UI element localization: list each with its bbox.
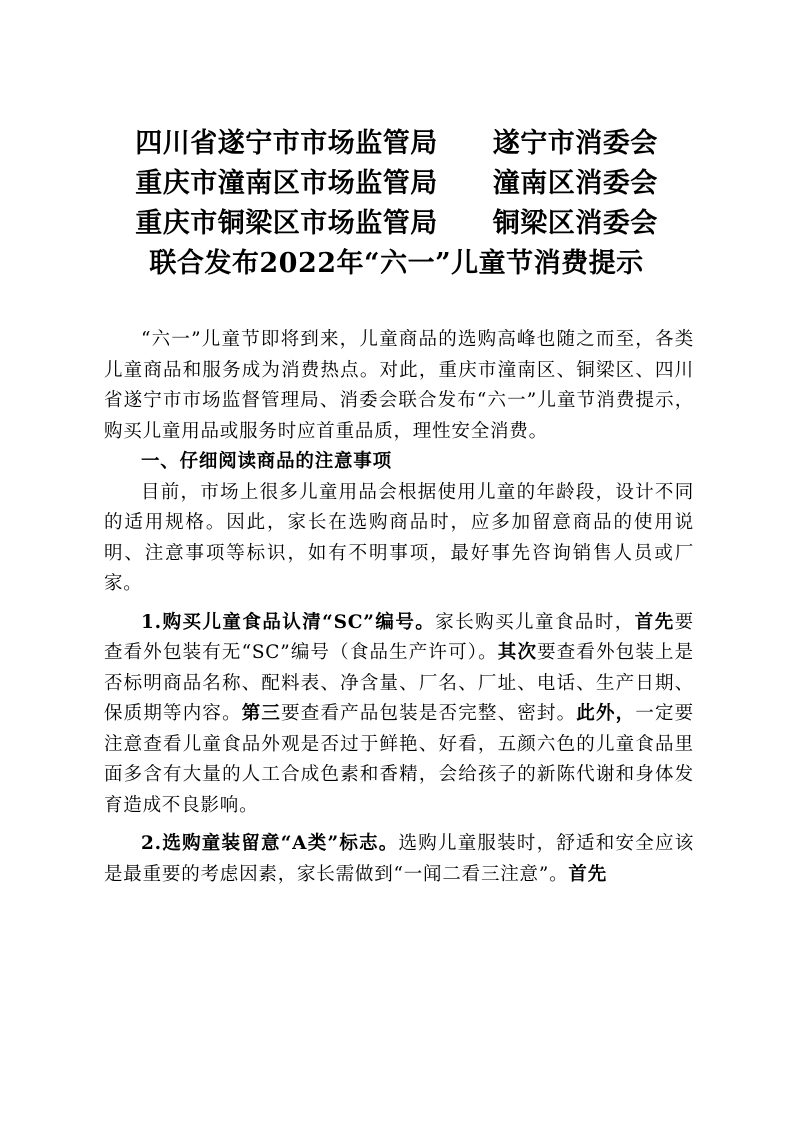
title-line-4: 联合发布2022年“六一”儿童节消费提示 xyxy=(149,248,644,279)
title-line-1-part-b: 遂宁市消委会 xyxy=(492,128,658,159)
section-1-paragraph: 目前，市场上很多儿童用品会根据使用儿童的年龄段，设计不同的适用规格。因此，家长在选购商品时，应多加留意商品的使用说明、注意事项等标识，如有不明事项，最好事先咨询销售人员或厂家。 xyxy=(104,481,694,594)
item-1-text-1: 家长购买儿童食品时， xyxy=(435,611,635,633)
title-line-3-part-a: 重庆市铜梁区市场监管局 xyxy=(135,208,438,239)
title-line-2-part-b: 潼南区消委会 xyxy=(492,168,658,199)
item-1-text-5: 一定要注意查看儿童食品外观是否过于鲜艳、好看，五颜六色的儿童食品里面多含有大量的人工合成色素和香精，会给孩子的新陈代谢和身体发育造成不良影响。 xyxy=(104,703,694,816)
title-line-2 xyxy=(60,164,733,204)
item-1-keyword-2: 其次 xyxy=(497,642,538,663)
title-line-3-part-b: 铜梁区消委会 xyxy=(492,208,658,239)
document-title xyxy=(60,124,733,284)
title-line-1 xyxy=(60,124,733,164)
item-1-keyword-4: 此外， xyxy=(576,703,636,724)
intro-paragraph: “六一”儿童节即将到来，儿童商品的选购高峰也随之而至，各类儿童商品和服务成为消费热点。对此，重庆市潼南区、铜梁区、四川省遂宁市市场监督管理局、消委会联合发布“六一”儿童节消费提示，购买儿童用品或服务时应首重品质，理性安全消费。 xyxy=(104,329,694,442)
title-line-2-part-a: 重庆市潼南区市场监管局 xyxy=(135,168,438,199)
section-1-heading: 一、仔细阅读商品的注意事项 xyxy=(141,451,392,472)
item-1-paragraph xyxy=(104,608,694,822)
item-1-lead: 1.购买儿童食品认清“SC”编号。 xyxy=(141,611,436,633)
title-line-3 xyxy=(60,204,733,244)
item-2-keyword-1: 首先 xyxy=(568,863,608,885)
item-1-text-4: 要查看产品包装是否完整、密封。 xyxy=(281,703,577,724)
title-line-1-part-a: 四川省遂宁市市场监管局 xyxy=(135,128,438,159)
item-2-text-1: 选购儿童服装时，舒适和安全应该是最重要的考虑因素，家长需做到“一闻二看三注意”。 xyxy=(104,833,694,885)
item-2-paragraph xyxy=(104,829,694,890)
document-body xyxy=(104,325,694,890)
item-1-text-2: 要查看外包装有无“SC”编号（食品生产许可）。 xyxy=(104,611,694,663)
item-1-keyword-1: 首先 xyxy=(634,611,675,633)
item-2-lead: 2.选购童装留意“A类”标志。 xyxy=(141,833,399,854)
item-1-text-3: 要查看外包装上是否标明商品名称、配料表、净含量、厂名、厂址、电话、生产日期、保质期等内容。 xyxy=(104,642,694,724)
item-1-keyword-3: 第三 xyxy=(241,703,282,724)
